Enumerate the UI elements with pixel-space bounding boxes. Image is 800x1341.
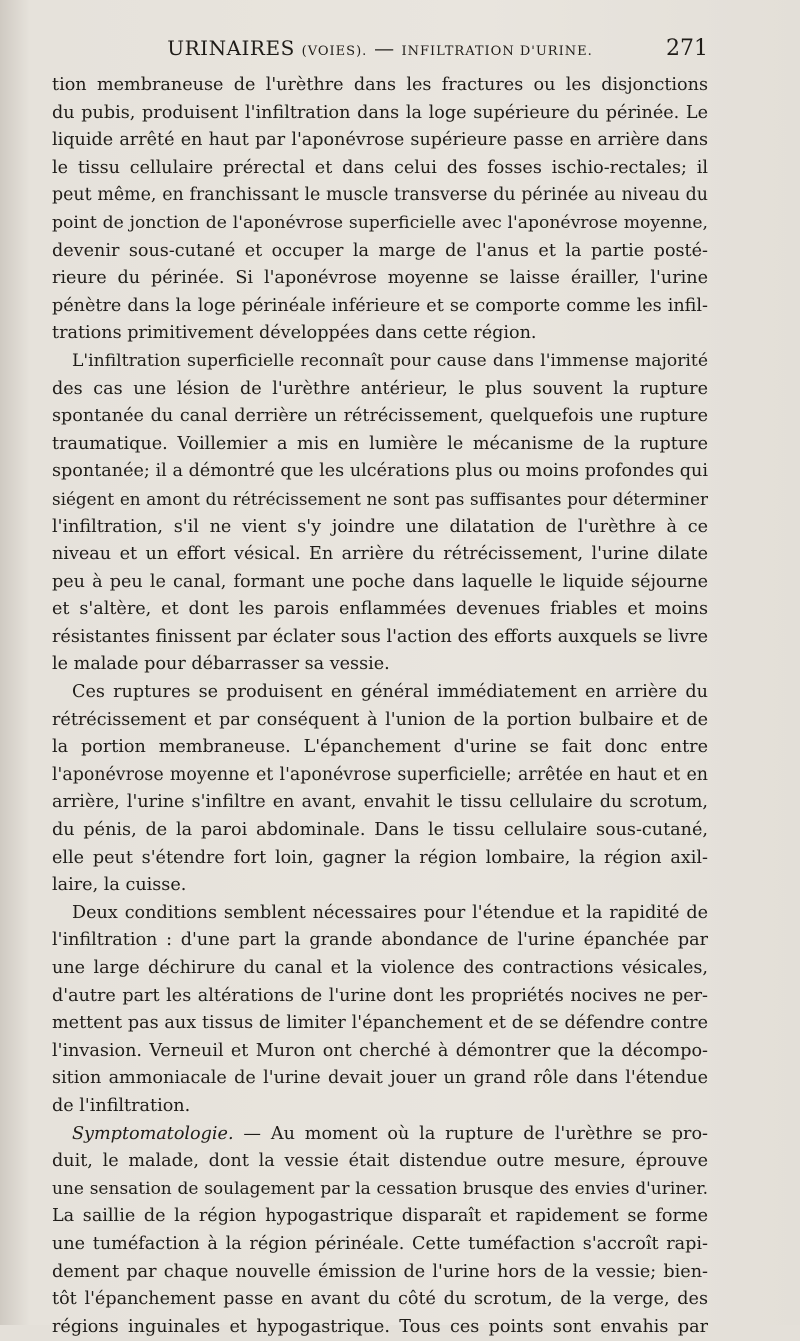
text-line: elle peut s'étendre fort loin, gagner la région lombaire, la région axil- <box>52 847 708 868</box>
text-line: du pénis, de la paroi abdominale. Dans le tissu cellulaire sous-cutané, <box>52 820 708 841</box>
text-line: pénètre dans la loge périnéale inférieure et se comporte comme les infil- <box>52 295 708 316</box>
page-number: 271 <box>666 36 708 61</box>
text-line: l'aponévrose moyenne et l'aponévrose superficielle; arrêtée en haut et en <box>52 764 708 785</box>
body-text <box>52 72 708 1341</box>
running-head-dash: — <box>374 36 395 60</box>
text-line: sition ammoniacale de l'urine devait jouer un grand rôle dans l'étendue <box>52 1068 708 1089</box>
text-line: et s'altère, et dont les parois enflammées devenues friables et moins <box>52 599 708 620</box>
text-line: l'invasion. Verneuil et Muron ont cherché à démontrer que la décompo- <box>52 1040 708 1061</box>
text-line: spontanée; il a démontré que les ulcérations plus ou moins profondes qui <box>52 461 708 482</box>
text-line: niveau et un effort vésical. En arrière du rétrécissement, l'urine dilate <box>52 544 708 565</box>
text-line: de l'infiltration. <box>52 1095 191 1116</box>
text-line: rieure du périnée. Si l'aponévrose moyenne se laisse érailler, l'urine <box>52 268 708 289</box>
text-line: peut même, en franchissant le muscle transverse du périnée au niveau du <box>52 185 708 206</box>
text-line: devenir sous-cutané et occuper la marge de l'anus et la partie posté- <box>52 240 708 261</box>
running-head-subtitle: INFILTRATION D'URINE. <box>401 44 593 59</box>
paragraph <box>52 679 708 900</box>
page-header <box>52 36 708 68</box>
text-line: régions inguinales et hypogastrique. Tous ces points sont envahis par <box>52 1316 708 1337</box>
text-line: L'infiltration superficielle reconnaît pour cause dans l'immense majorité <box>72 350 708 371</box>
section-heading: Symptomatologie. <box>72 1123 234 1144</box>
paragraph <box>52 348 708 679</box>
text-line: d'autre part les altérations de l'urine dont les propriétés nocives ne per- <box>52 985 708 1006</box>
running-head-main: URINAIRES <box>167 36 295 60</box>
text-line: tion membraneuse de l'urèthre dans les fractures ou les disjonctions <box>52 75 708 95</box>
text-line: traumatique. Voillemier a mis en lumière le mécanisme de la rupture <box>52 433 708 454</box>
text-line: trations primitivement développées dans cette région. <box>52 323 537 344</box>
text-line: duit, le malade, dont la vessie était distendue outre mesure, éprouve <box>52 1151 708 1172</box>
text-line: peu à peu le canal, formant une poche dans laquelle le liquide séjourne <box>52 571 708 592</box>
text-line: la portion membraneuse. L'épanchement d'urine se fait donc entre <box>52 737 708 758</box>
paragraph <box>52 1121 708 1341</box>
text-line: liquide arrêté en haut par l'aponévrose supérieure passe en arrière dans <box>52 130 708 151</box>
text-fragment: — Au moment où la rupture de l'urèthre se pro- <box>233 1123 708 1144</box>
text-line: Ces ruptures se produisent en général immédiatement en arrière du <box>72 682 708 703</box>
text-line: Deux conditions semblent nécessaires pour l'étendue et la rapidité de <box>72 902 708 923</box>
text-line: spontanée du canal derrière un rétrécissement, quelquefois une rupture <box>52 406 708 427</box>
text-line: le tissu cellulaire prérectal et dans celui des fosses ischio-rectales; il <box>52 157 708 178</box>
text-line: dement par chaque nouvelle émission de l'urine hors de la vessie; bien- <box>52 1261 708 1282</box>
text-line: mettent pas aux tissus de limiter l'épanchement et de se défendre contre <box>52 1013 708 1034</box>
text-line: laire, la cuisse. <box>52 875 187 896</box>
text-line: La saillie de la région hypogastrique disparaît et rapidement se forme <box>52 1206 708 1227</box>
text-line: point de jonction de l'aponévrose superficielle avec l'aponévrose moyenne, <box>52 212 708 233</box>
running-head-voies: (VOIES). <box>301 44 368 59</box>
text-line: l'infiltration : d'une part la grande abondance de l'urine épanchée par <box>52 930 708 951</box>
text-line: du pubis, produisent l'infiltration dans la loge supérieure du périnée. Le <box>52 102 708 123</box>
text-line: rétrécissement et par conséquent à l'union de la portion bulbaire et de <box>52 709 708 730</box>
text-line: l'infiltration, s'il ne vient s'y joindre une dilatation de l'urèthre à ce <box>52 516 708 537</box>
text-line: siégent en amont du rétrécissement ne sont pas suffisantes pour déterminer <box>52 488 708 509</box>
text-line: tôt l'épanchement passe en avant du côté du scrotum, de la verge, des <box>52 1289 708 1310</box>
text-line: une large déchirure du canal et la violence des contractions vésicales, <box>52 958 708 978</box>
text-line: une sensation de soulagement par la cessation brusque des envies d'uriner. <box>52 1178 708 1199</box>
text-line: une tuméfaction à la région périnéale. Cette tuméfaction s'accroît rapi- <box>52 1233 708 1254</box>
text-line: arrière, l'urine s'infiltre en avant, envahit le tissu cellulaire du scrotum, <box>52 792 708 813</box>
text-line: le malade pour débarrasser sa vessie. <box>52 654 390 675</box>
text-line <box>52 1121 708 1149</box>
paragraph <box>52 72 708 348</box>
running-head <box>52 36 708 60</box>
paragraph <box>52 900 708 1121</box>
text-line: des cas une lésion de l'urèthre antérieur, le plus souvent la rupture <box>52 378 708 399</box>
text-line: résistantes finissent par éclater sous l'action des efforts auxquels se livre <box>52 626 708 647</box>
